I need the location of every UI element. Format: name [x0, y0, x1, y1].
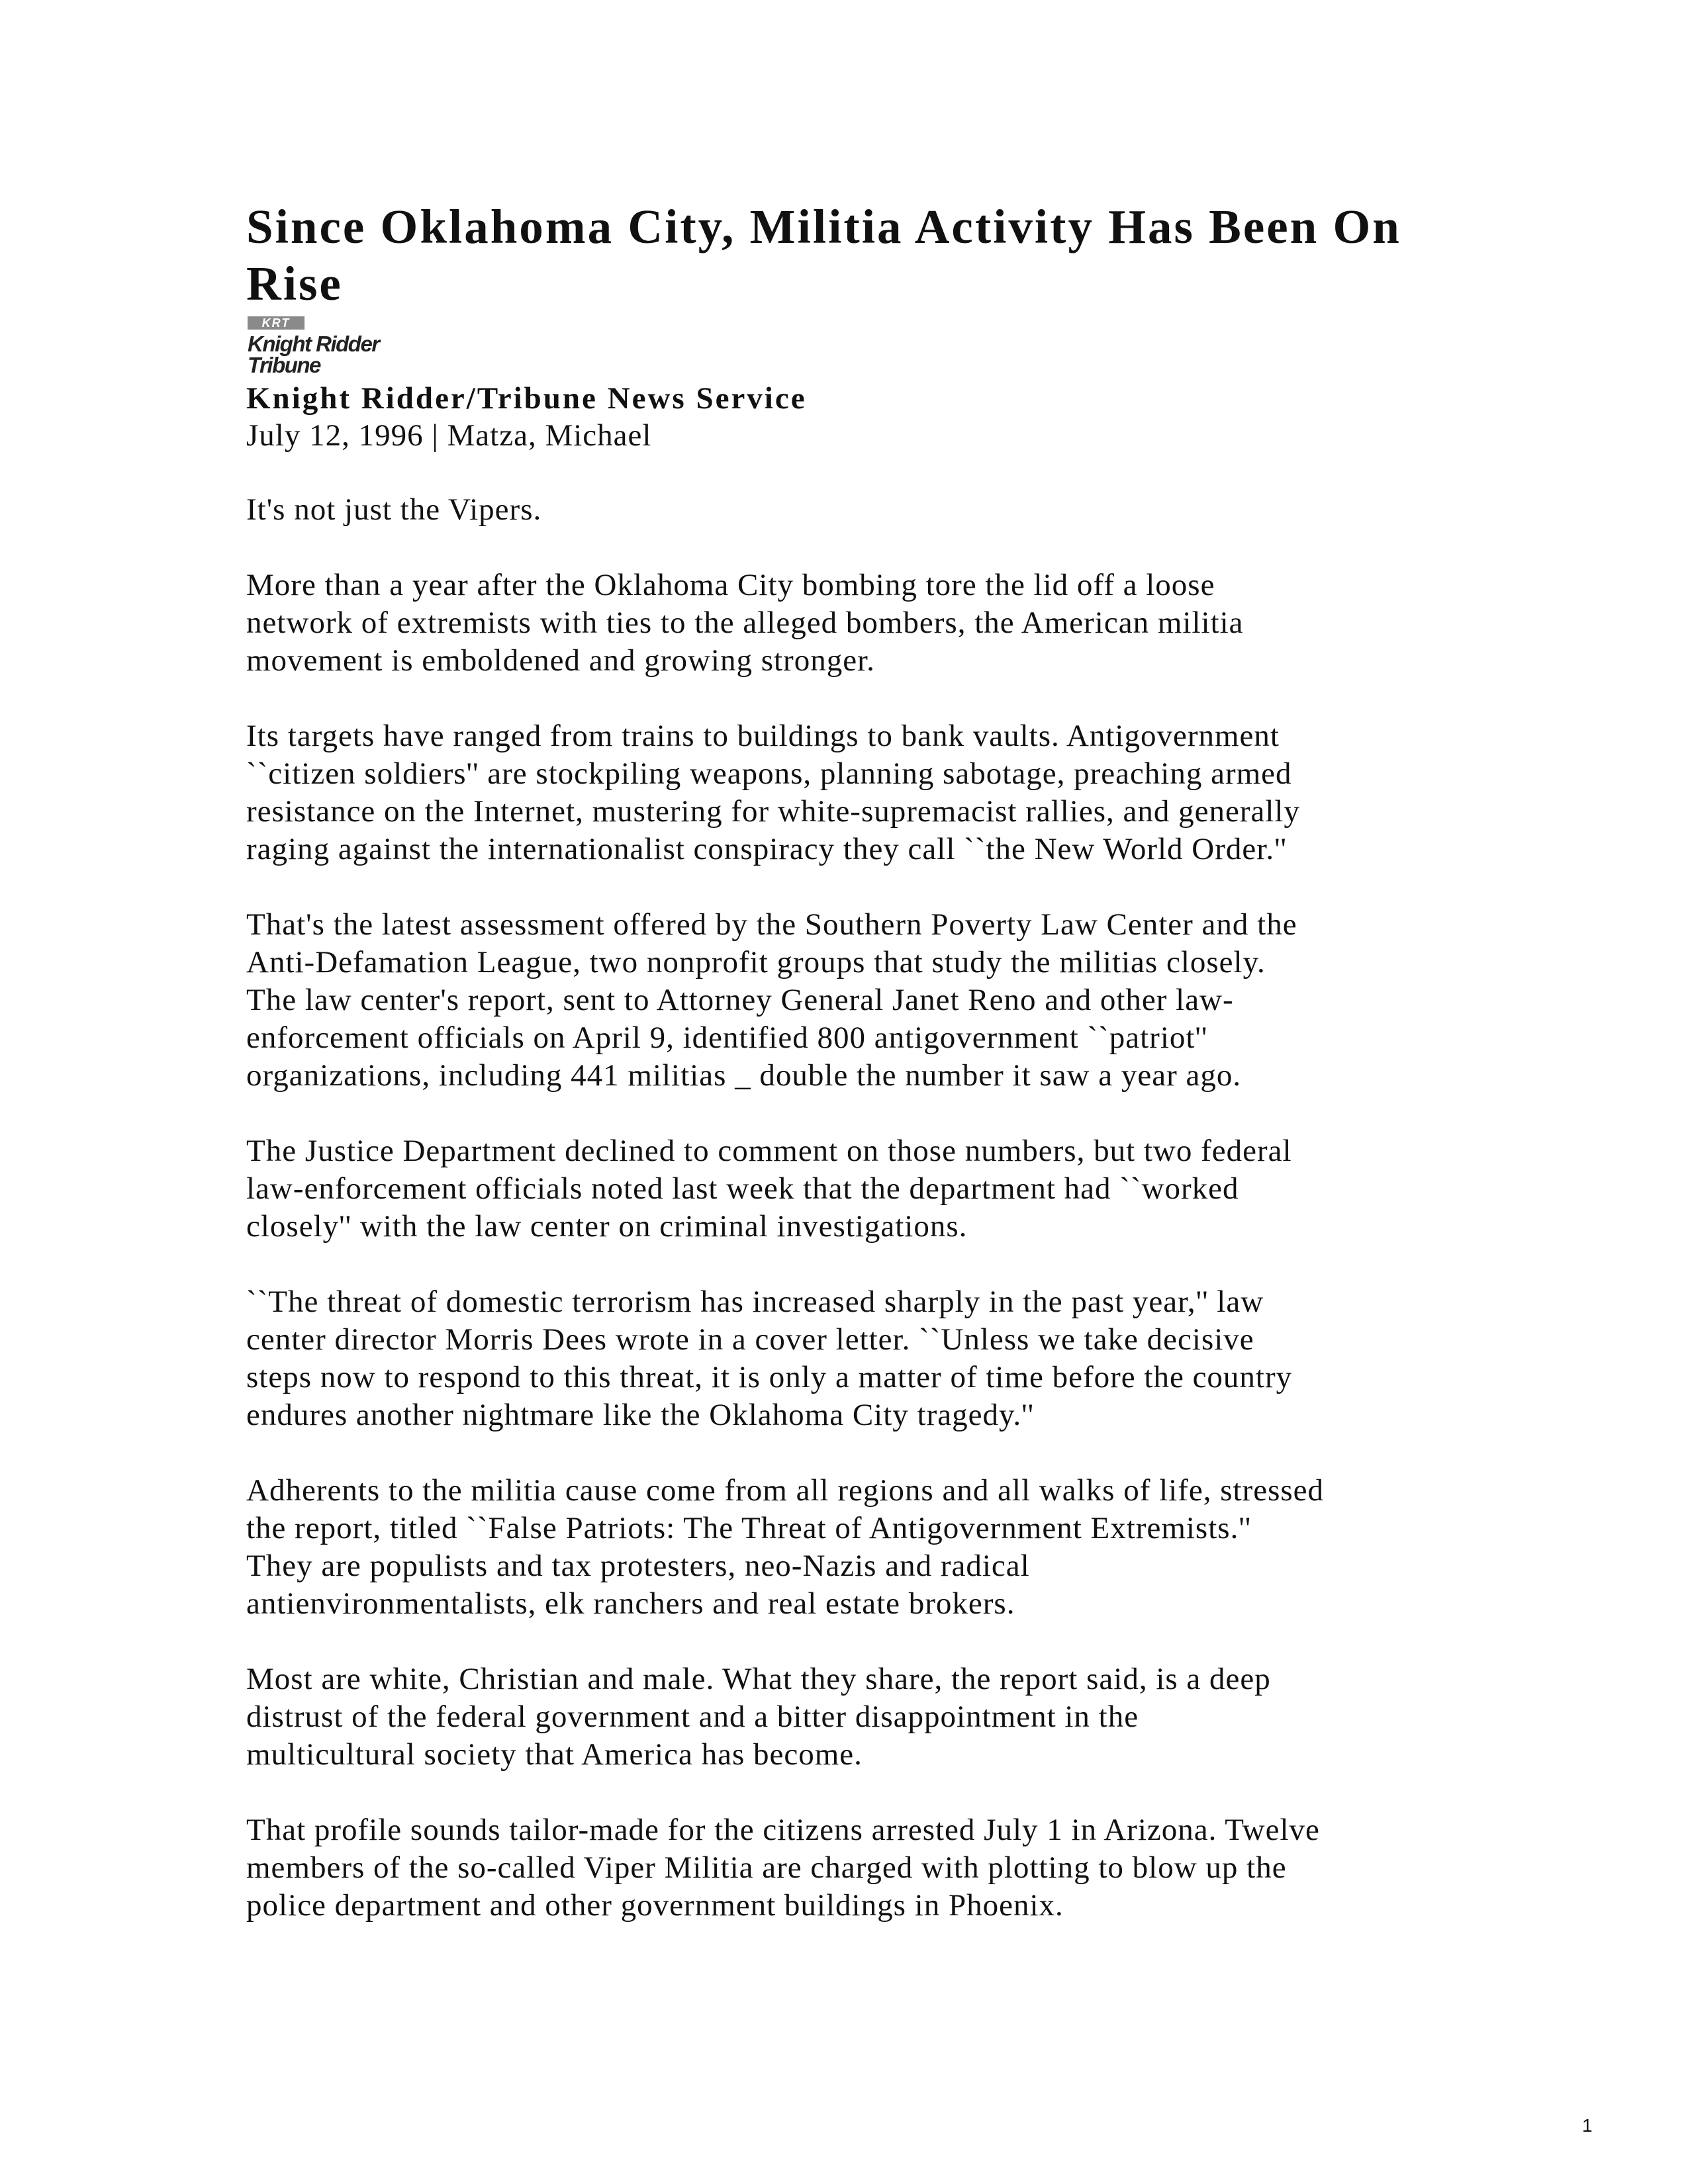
article-body [246, 491, 1451, 1925]
paragraph: Adherents to the militia cause come from all regions and all walks of life, stressed the report, titled ``False Patriots: The Threat of Antigovernment Extremists.'' They are populists and tax protesters, neo-Nazis and radical antienvironmentalists, elk ranchers and real estate brokers. [246, 1473, 1325, 1621]
logo-line-1: Knight Ridder [248, 332, 379, 356]
dateline: July 12, 1996 | Matza, Michael [246, 418, 652, 453]
paragraph: That's the latest assessment offered by the Southern Poverty Law Center and the Anti-Defamation League, two nonprofit groups that study the militias closely. The law center's report, sent to Attorney General Janet Reno and other law- enforcement officials on April 9, identified 800 antigovernment ``patriot'' organizations, including 441 militias _ double the number it saw a year ago. [246, 907, 1297, 1093]
paragraph: It's not just the Vipers. [246, 492, 542, 527]
paragraph: Its targets have ranged from trains to buildings to bank vaults. Antigovernment ``citizen soldiers'' are stockpiling weapons, planning sabotage, preaching armed resistance on the Internet, mustering for white-supremacist rallies, and generally raging against the internationalist conspiracy they call ``the New World Order.'' [246, 719, 1300, 866]
page-number: 1 [1582, 2115, 1593, 2136]
article [246, 199, 1451, 1962]
paragraph: More than a year after the Oklahoma City bombing tore the lid off a loose network of extremists with ties to the alleged bombers, the American militia movement is emboldened and growing stronger. [246, 568, 1244, 678]
logo-badge: KRT [248, 316, 305, 330]
article-headline: Since Oklahoma City, Militia Activity Has Been On Rise [246, 200, 1401, 310]
knight-ridder-tribune-logo [246, 316, 399, 377]
logo-line-2: Tribune [248, 353, 320, 377]
paragraph: ``The threat of domestic terrorism has increased sharply in the past year,'' law center director Morris Dees wrote in a cover letter. ``Unless we take decisive steps now to respond to this threat, it is only a matter of time before the country endures another nightmare like the Oklahoma City tragedy.'' [246, 1285, 1293, 1432]
paragraph: That profile sounds tailor-made for the citizens arrested July 1 in Arizona. Twelve members of the so-called Viper Militia are charged with plotting to blow up the police department and other government buildings in Phoenix. [246, 1813, 1320, 1923]
paragraph: The Justice Department declined to comment on those numbers, but two federal law-enforcement officials noted last week that the department had ``worked closely'' with the law center on criminal investigations. [246, 1134, 1292, 1244]
paragraph: Most are white, Christian and male. What they share, the report said, is a deep distrust of the federal government and a bitter disappointment in the multicultural society that America has become. [246, 1662, 1271, 1772]
news-source: Knight Ridder/Tribune News Service [246, 381, 807, 416]
